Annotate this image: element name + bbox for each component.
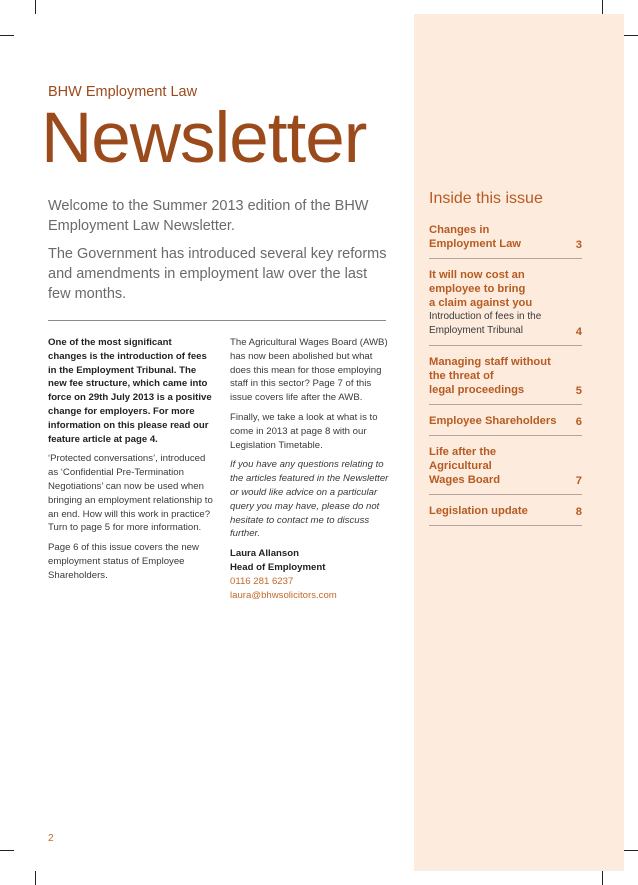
crop-mark bbox=[624, 850, 638, 851]
article-column-left bbox=[48, 336, 213, 589]
paragraph: One of the most significant changes is the introduction of fees in the Employment Tribunal. The new fee structure, which came into force on 29th July 2013 is a positive change for employers. For more information on this please read our feature article at page 4. bbox=[48, 337, 212, 445]
toc-item-page: 3 bbox=[575, 239, 582, 251]
crop-mark bbox=[602, 0, 603, 14]
toc-item-page: 5 bbox=[575, 385, 582, 397]
toc-item-page: 4 bbox=[575, 326, 582, 338]
paragraph: Page 6 of this issue covers the new employment status of Employee Shareholders. bbox=[48, 542, 199, 581]
toc-item-page: 7 bbox=[575, 475, 582, 487]
article-column-right bbox=[230, 336, 390, 602]
contact-email-link[interactable]: laura@bhwsolicitors.com bbox=[230, 589, 337, 601]
toc-item[interactable] bbox=[429, 436, 582, 495]
brand-name: BHW Employment Law bbox=[48, 84, 198, 100]
crop-mark bbox=[35, 871, 36, 885]
crop-mark bbox=[602, 871, 603, 885]
page-number: 2 bbox=[48, 833, 54, 844]
paragraph: ‘Protected conversations’, introduced as ‘Confidential Pre-Termination Negotiations’ can now be used when bringing an employment relationship to an end. How will this work in practice? Turn to page 5 for more information. bbox=[48, 453, 213, 534]
toc-item[interactable] bbox=[429, 495, 582, 526]
toc-item-page: 6 bbox=[575, 416, 582, 428]
toc-item-title: Legislation update bbox=[429, 505, 528, 517]
toc-item[interactable] bbox=[429, 346, 582, 405]
contact-name: Laura Allanson bbox=[230, 548, 299, 560]
divider bbox=[48, 320, 386, 321]
toc-item[interactable] bbox=[429, 220, 582, 259]
toc-item-subtitle: Introduction of fees in the Employment Tribunal bbox=[429, 311, 542, 336]
intro-welcome: Welcome to the Summer 2013 edition of the BHW Employment Law Newsletter. bbox=[48, 198, 369, 234]
toc-item-title: Managing staff without the threat of legal proceedings bbox=[429, 356, 551, 396]
toc-item-page: 8 bbox=[575, 506, 582, 518]
crop-mark bbox=[0, 35, 14, 36]
paragraph: Finally, we take a look at what is to come in 2013 at page 8 with our Legislation Timetable. bbox=[230, 411, 378, 451]
toc-item[interactable] bbox=[429, 259, 582, 346]
paragraph: The Agricultural Wages Board (AWB) has now been abolished but what does this mean for those employing staff in this sector? Page 7 of this issue covers life after the AWB. bbox=[230, 337, 388, 404]
page-title: Newsletter bbox=[41, 99, 367, 178]
intro bbox=[48, 196, 393, 312]
toc-heading: Inside this issue bbox=[429, 190, 543, 207]
toc-item-title: Employee Shareholders bbox=[429, 415, 557, 427]
toc-item-title: Life after the Agricultural Wages Board bbox=[429, 446, 501, 486]
crop-mark bbox=[35, 0, 36, 14]
contact-role: Head of Employment bbox=[230, 561, 326, 573]
contact-phone[interactable]: 0116 281 6237 bbox=[230, 575, 294, 587]
toc-item-title: It will now cost an employee to bring a claim against you bbox=[429, 269, 533, 309]
intro-reforms: The Government has introduced several key reforms and amendments in employment law over the last few months. bbox=[48, 246, 387, 302]
crop-mark bbox=[0, 850, 14, 851]
toc-item-title: Changes in Employment Law bbox=[429, 224, 522, 250]
paragraph: If you have any questions relating to the articles featured in the Newsletter or would like advice on a particular query you may have, please do not hesitate to contact me to discuss further. bbox=[230, 459, 389, 540]
toc-item[interactable] bbox=[429, 405, 582, 436]
crop-mark bbox=[624, 35, 638, 36]
table-of-contents bbox=[429, 220, 582, 526]
